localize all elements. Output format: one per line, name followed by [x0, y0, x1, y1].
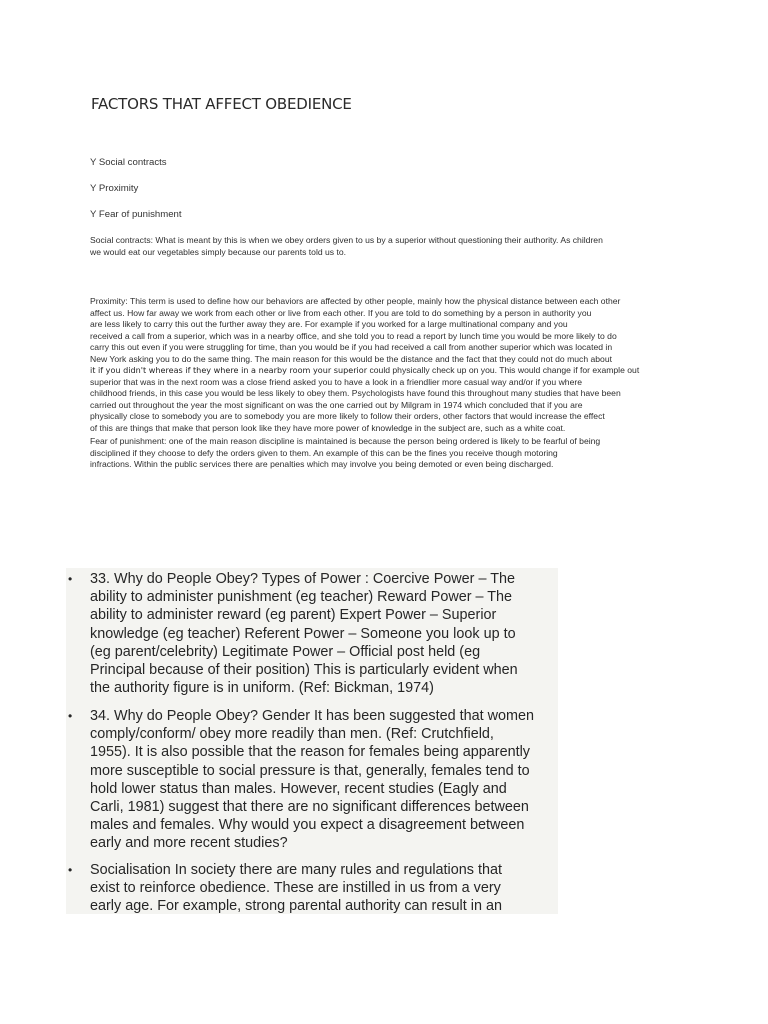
bullet-line: hold lower status than males. However, recent studies (Eagly and [90, 780, 507, 797]
paragraph-line: infractions. Within the public services there are penalties which may involve you being demoted or even being discharged. [90, 459, 554, 469]
paragraph-line: superior that was in the next room was a close friend asked you to have a look in a friendlier more casual way and/or if you where [90, 376, 583, 387]
bullet-line: exist to reinforce obedience. These are instilled in us from a very [90, 880, 501, 897]
paragraph-line: carry this out even if you were struggling for time, than you would be if you had received a call from another superior which was located in [90, 342, 613, 352]
paragraph-line-mixed [90, 365, 690, 377]
factor-proximity: Y Proximity [90, 183, 139, 194]
paragraph-line: physically close to somebody you are to somebody you are more likely to follow their orders, other factors that would increase the effect [90, 411, 605, 421]
proximity-paragraph [90, 296, 690, 434]
bullet-line: early age. For example, strong parental authority can result in an [90, 898, 502, 914]
bullet-line: ability to administer reward (eg parent) Expert Power – Superior [90, 607, 497, 624]
paragraph-line: Proximity: This term is used to define how our behaviors are affected by other people, mainly how the physical distance between each other [90, 296, 621, 306]
bullet-dot-icon: • [68, 709, 73, 723]
bullet-line: early and more recent studies? [90, 835, 288, 852]
document-title: FACTORS THAT AFFECT OBEDIENCE [91, 95, 352, 113]
bullet-line: Carli, 1981) suggest that there are no significant differences between [90, 799, 529, 816]
paragraph-line: childhood friends, in this case you would be less likely to obey them. Psychologists have found this throughout many studies that have been [90, 388, 621, 398]
bullet-dot-icon: • [68, 572, 73, 586]
bold-text-fragment: it if you didn't whereas if they where in a nearby room your superior [90, 365, 368, 375]
bullet-line: 1955). It is also possible that the reason for females being apparently [90, 744, 530, 761]
paragraph-line: we would eat our vegetables simply because our parents told us to. [90, 246, 347, 257]
bullet-line: Principal because of their position) This is particularly evident when [90, 662, 518, 679]
slide-text-panel [66, 568, 558, 914]
paragraph-line: affect us. How far away we work from each other or live from each other. If you are told to do something by a person in authority you [90, 307, 592, 318]
bullet-line: ability to administer punishment (eg teacher) Reward Power – The [90, 589, 513, 606]
paragraph-line: of this are things that make that person look like they have more power of knowledge in the subject are, such as a white coat. [90, 422, 566, 433]
bullet-dot-icon: • [68, 863, 73, 877]
bullet-line: more susceptible to social pressure is that, generally, females tend to [90, 762, 530, 779]
bullet-line: comply/conform/ obey more readily than men. (Ref: Crutchfield, [90, 726, 494, 743]
bullet-line: 33. Why do People Obey? Types of Power : Coercive Power – The [90, 571, 516, 587]
social-contracts-paragraph [90, 235, 690, 258]
bullet-line: Socialisation In society there are many rules and regulations that [90, 862, 502, 878]
bullet-line: knowledge (eg teacher) Referent Power – Someone you look up to [90, 625, 516, 642]
paragraph-line: are less likely to carry this out the further away they are. For example if you worked for a large multinational company and you [90, 319, 568, 329]
bullet-line: the authority figure is in uniform. (Ref: Bickman, 1974) [90, 680, 434, 697]
bullet-line: 34. Why do People Obey? Gender It has been suggested that women [90, 708, 534, 724]
paragraph-line: disciplined if they choose to defy the orders given to them. An example of this can be the fines you receive though motoring [90, 447, 558, 458]
factor-social-contracts: Y Social contracts [90, 157, 167, 168]
paragraph-line: New York asking you to do the same thing. The main reason for this would be the distance and the fact that they could not do much about [90, 353, 612, 364]
fear-of-punishment-paragraph [90, 436, 690, 471]
bullet-line: (eg parent/celebrity) Legitimate Power – Official post held (eg [90, 643, 481, 660]
paragraph-line: carried out throughout the year the most significant on was the one carried out by Milgram in 1974 which concluded that if you are [90, 399, 583, 410]
paragraph-text-fragment: could physically check up on you. This would change if for example out [367, 365, 640, 375]
paragraph-line: received a call from a superior, which was in a nearby office, and she told you to read a report by lunch time you would be more likely to do [90, 330, 617, 341]
factor-fear-of-punishment: Y Fear of punishment [90, 209, 182, 220]
bullet-line: males and females. Why would you expect a disagreement between [90, 817, 525, 834]
paragraph-line: Fear of punishment: one of the main reason discipline is maintained is because the person being ordered is likely to be fearful of being [90, 436, 601, 446]
paragraph-line: Social contracts: What is meant by this is when we obey orders given to us by a superior without questioning their authority. As children [90, 235, 603, 245]
